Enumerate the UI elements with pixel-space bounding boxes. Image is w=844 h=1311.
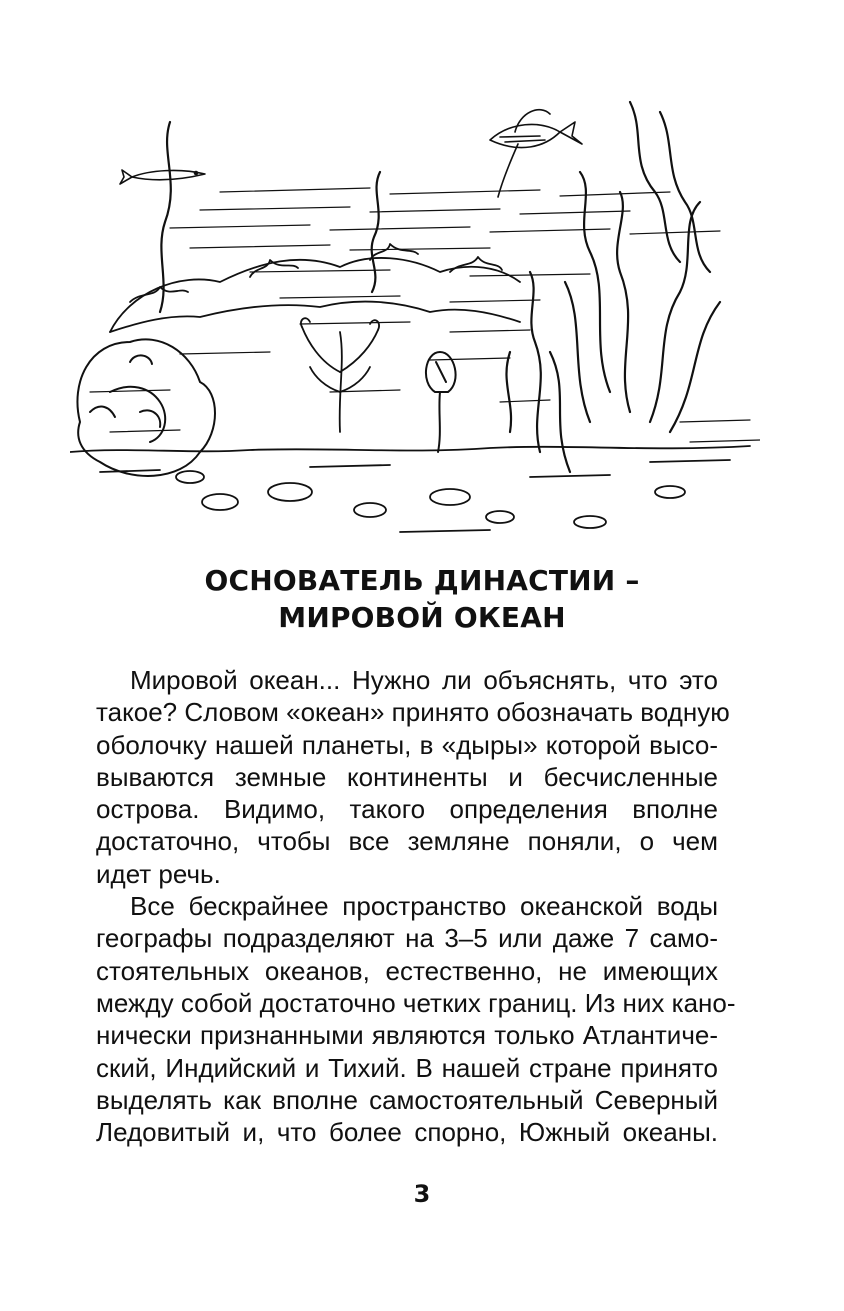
text-line: ский, Индийский и Тихий. В нашей стране принято — [96, 1052, 718, 1083]
text-line: идет речь. — [96, 858, 221, 889]
text-line: Ледовитый и, что более спорно, Южный океаны. — [96, 1117, 718, 1148]
underwater-illustration — [70, 92, 760, 537]
water-lines — [90, 188, 760, 442]
chapter-title — [0, 562, 844, 636]
text-line: вываются земные континенты и бесчисленные — [96, 761, 718, 792]
text-line: географы подразделяют на 3–5 или даже 7 само- — [96, 923, 718, 954]
chapter-title-line-2: МИРОВОЙ ОКЕАН — [278, 601, 566, 634]
page-number: 3 — [413, 1180, 431, 1208]
text-line: Все бескрайнее пространство океанской воды — [130, 891, 718, 922]
small-fish — [120, 170, 205, 184]
middle-plant — [301, 318, 379, 432]
angelfish — [490, 110, 582, 197]
text-line: острова. Видимо, такого определения вполне — [96, 794, 718, 825]
text-line: такое? Словом «океан» принято обозначать водную — [96, 697, 730, 728]
coral-fan — [77, 339, 215, 476]
text-line: стоятельных океанов, естественно, не имеющих — [96, 955, 718, 986]
paragraph-1 — [96, 664, 730, 890]
kelp-band — [110, 244, 520, 332]
text-line: выделять как вполне самостоятельный Северный — [96, 1084, 718, 1115]
paragraph-2 — [96, 890, 736, 1148]
text-line: между собой достаточно четких границ. Из них кано- — [96, 987, 736, 1018]
text-line: оболочку нашей планеты, в «дыры» которой высо- — [96, 729, 718, 760]
text-line: Мировой океан... Нужно ли объяснять, что это — [130, 665, 718, 695]
text-line: достаточно, чтобы все земляне поняли, о чем — [96, 826, 718, 857]
seabed — [70, 446, 750, 532]
text-line: нически признанными являются только Атлантиче- — [96, 1020, 718, 1051]
chapter-title-line-1: ОСНОВАТЕЛЬ ДИНАСТИИ – — [204, 564, 640, 597]
bulb-plant — [426, 352, 456, 452]
body-text — [96, 664, 736, 1148]
